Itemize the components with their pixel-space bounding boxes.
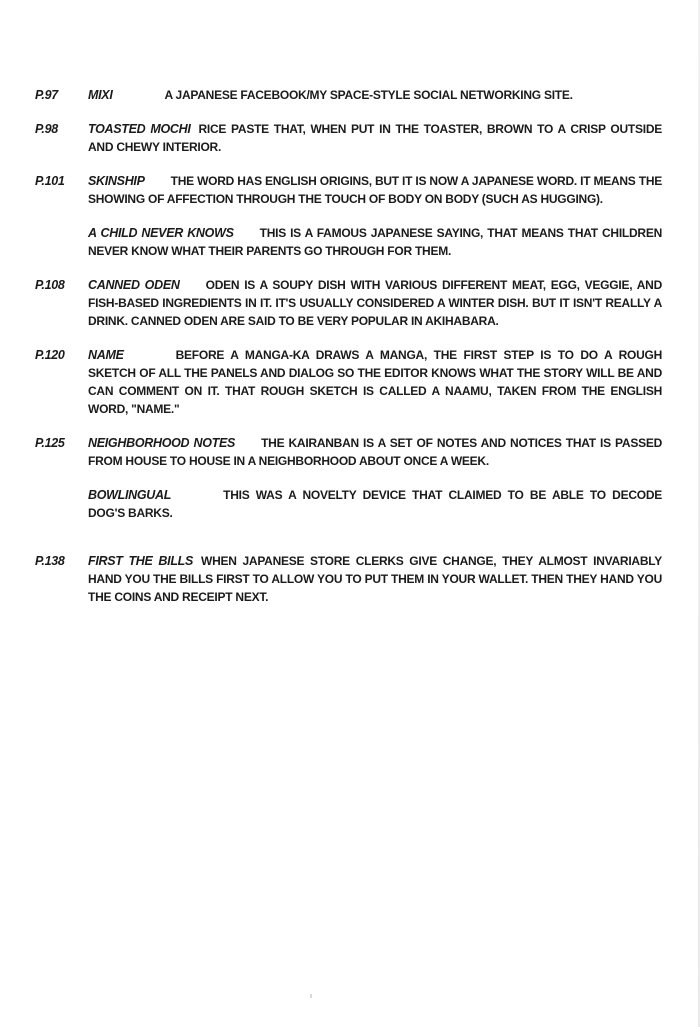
term-definition-spacer [235,446,261,447]
entry-text [88,172,662,208]
entry-term: A CHILD NEVER KNOWS [88,226,234,240]
glossary-entry [35,486,662,522]
entry-definition: THIS IS A FAMOUS JAPANESE SAYING, THAT MEANS THAT CHILDREN NEVER KNOW WHAT THEIR PARENTS GO THROUGH FOR THEM. [88,226,662,258]
glossary-entry [35,346,662,418]
glossary-entry [35,224,662,260]
term-definition-spacer [145,184,171,185]
term-definition-spacer [191,132,199,133]
entry-term: BOWLINGUAL [88,488,172,502]
entry-definition: RICE PASTE THAT, WHEN PUT IN THE TOASTER, BROWN TO A CRISP OUTSIDE AND CHEWY INTERIOR. [88,122,662,154]
entry-term: NAME [88,348,124,362]
entry-term: MIXI [88,88,113,102]
entry-term: CANNED ODEN [88,278,180,292]
entry-text [88,346,662,418]
glossary-entry [35,172,662,208]
page-number-label: P.108 [35,278,65,292]
entry-text [88,120,662,156]
scan-dot-artifact [310,994,312,998]
glossary-entry [35,86,662,104]
term-definition-spacer [171,498,223,499]
entry-definition: THE WORD HAS ENGLISH ORIGINS, BUT IT IS NOW A JAPANESE WORD. IT MEANS THE SHOWING OF AFFECTION THROUGH THE TOUCH OF BODY ON BODY (SUCH AS HUGGING). [88,174,662,206]
page-number-label: P.120 [35,348,65,362]
term-definition-spacer [180,288,206,289]
entries-list [35,86,662,606]
entry-definition: THIS WAS A NOVELTY DEVICE THAT CLAIMED TO BE ABLE TO DECODE DOG'S BARKS. [88,488,662,520]
entry-definition: THE KAIRANBAN IS A SET OF NOTES AND NOTICES THAT IS PASSED FROM HOUSE TO HOUSE IN A NEIGHBORHOOD ABOUT ONCE A WEEK. [88,436,662,468]
term-definition-spacer [124,358,176,359]
page-number-label: P.97 [35,88,58,102]
entry-text [88,486,662,522]
entry-text [88,86,662,104]
entry-definition: ODEN IS A SOUPY DISH WITH VARIOUS DIFFERENT MEAT, EGG, VEGGIE, AND FISH-BASED INGREDIENTS IN IT. IT'S USUALLY CONSIDERED A WINTER DISH. BUT IT ISN'T REALLY A DRINK. CANNED ODEN ARE SAID TO BE VERY POPULAR IN AKIHABARA. [88,278,662,328]
page-number-label: P.125 [35,436,65,450]
entry-term: FIRST THE BILLS [88,554,194,568]
page-number-label: P.98 [35,122,58,136]
entry-definition: BEFORE A MANGA-KA DRAWS A MANGA, THE FIRST STEP IS TO DO A ROUGH SKETCH OF ALL THE PANELS AND DIALOG SO THE EDITOR KNOWS WHAT THE STORY WILL BE AND CAN COMMENT ON IT. THAT ROUGH SKETCH IS CALLED A NAAMU, TAKEN FROM THE ENGLISH WORD, "NAME." [88,348,662,416]
entry-term: TOASTED MOCHI [88,122,191,136]
glossary-entry [35,120,662,156]
entry-text [88,276,662,330]
term-definition-spacer [234,236,260,237]
term-definition-spacer [193,564,201,565]
entry-term: NEIGHBORHOOD NOTES [88,436,236,450]
entry-definition: WHEN JAPANESE STORE CLERKS GIVE CHANGE, THEY ALMOST INVARIABLY HAND YOU THE BILLS FIRST TO ALLOW YOU TO PUT THEM IN YOUR WALLET. THEN THEY HAND YOU THE COINS AND RECEIPT NEXT. [88,554,662,604]
glossary-entry [35,434,662,470]
entry-text [88,552,662,606]
glossary-entry [35,276,662,330]
page-number-label: P.101 [35,174,65,188]
term-definition-spacer [113,98,165,99]
glossary-entry [35,552,662,606]
entry-text [88,224,662,260]
entry-term: SKINSHIP [88,174,145,188]
entry-definition: A JAPANESE FACEBOOK/MY SPACE-STYLE SOCIAL NETWORKING SITE. [164,88,573,102]
entry-text [88,434,662,470]
page-number-label: P.138 [35,554,65,568]
